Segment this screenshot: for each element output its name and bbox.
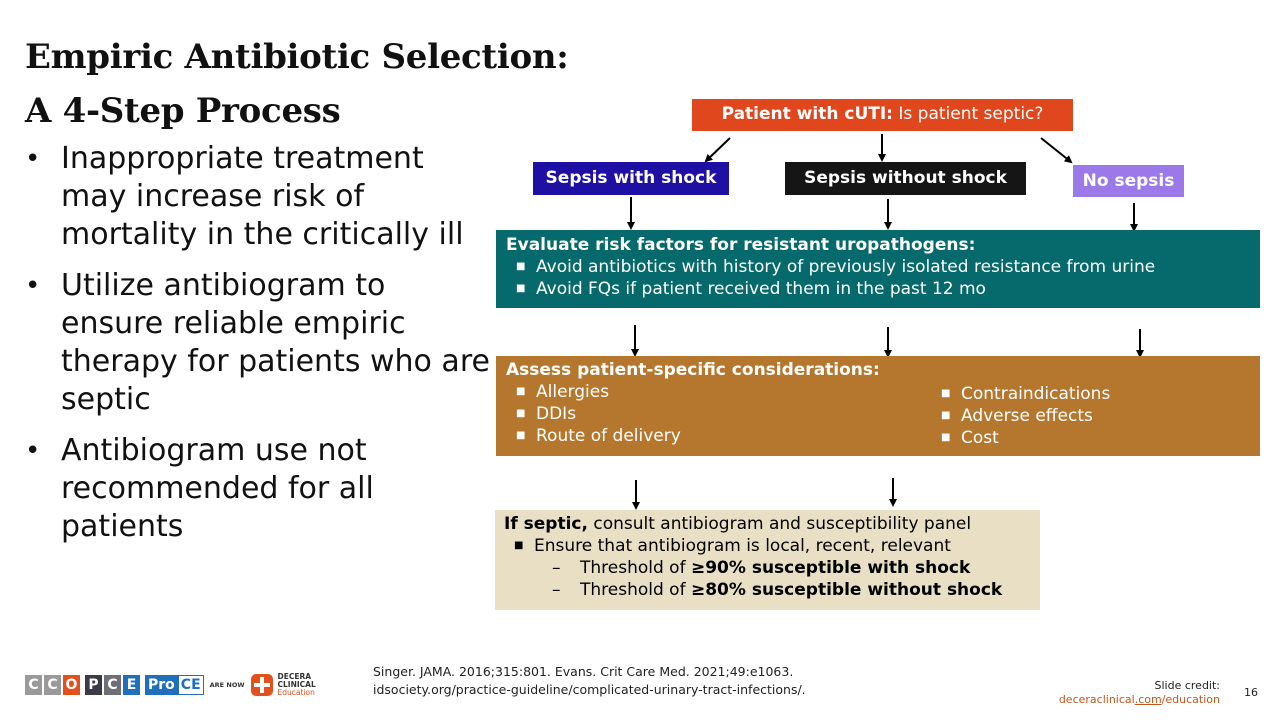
title-line-1: Empiric Antibiotic Selection: [25,37,569,77]
page-number: 16 [1244,686,1258,699]
decera-logo-icon [251,674,273,696]
cco-logo-c: C [25,675,42,695]
dash-icon: – [552,558,561,578]
arrow-to-shock [706,138,730,161]
arrow-to-no-sepsis [1041,138,1071,162]
square-bullet-icon: ■ [516,261,526,272]
square-bullet-icon: ■ [941,388,951,399]
septic-item: ■ Ensure that antibiogram is local, recent, relevant [504,535,1031,557]
assess-item: ■ Contraindications [931,383,1110,405]
square-bullet-icon: ■ [516,430,526,441]
decera-wordmark: DECERA CLINICAL Education [277,671,316,697]
square-bullet-icon: ■ [941,410,951,421]
cco-logo-c2: C [44,675,61,695]
bullet-dot-icon: • [25,436,41,466]
flow-box-sepsis-without-shock: Sepsis without shock [785,162,1026,195]
evaluate-item: ■ Avoid FQs if patient received them in the past 12 mo [506,278,1250,300]
bullet-item: • Utilize antibiogram to ensure reliable empiric therapy for patients who are septic [25,268,490,417]
flow-box-no-sepsis: No sepsis [1073,165,1184,197]
assess-column-2 [931,359,1110,449]
assess-item: ■ Adverse effects [931,405,1110,427]
square-bullet-icon: ■ [516,408,526,419]
references: Singer. JAMA. 2016;315:801. Evans. Crit Care Med. 2021;49:e1063. idsociety.org/practice-guideline/complicated-urinary-tract-infections/. [373,664,806,697]
flow-box-assess-considerations [496,356,1260,456]
assess-item: ■ DDIs [506,403,931,425]
flow-box-if-septic [495,510,1040,610]
cco-logo-o: O [63,675,80,695]
square-bullet-icon: ■ [514,540,524,551]
assess-item: ■ Route of delivery [506,425,931,447]
assess-item: ■ Allergies [506,381,931,403]
evaluate-item: ■ Avoid antibiotics with history of previously isolated resistance from urine [506,256,1250,278]
logo-strip [25,671,316,697]
pce-logo-p: P [85,675,102,695]
bullet-dot-icon: • [25,271,41,301]
square-bullet-icon: ■ [516,283,526,294]
septic-heading: If septic, consult antibiogram and susceptibility panel [504,514,972,534]
title-line-2: A 4-Step Process [25,91,341,131]
dash-icon: – [552,580,561,600]
proce-logo-pro: Pro [145,675,178,695]
evaluate-heading: Evaluate risk factors for resistant uropathogens: [506,235,976,255]
septic-subitem: – Threshold of ≥90% susceptible with shock [552,558,971,578]
are-now-label: ARE NOW [209,680,245,689]
slide-credit: Slide credit: deceraclinical.com/education [1058,679,1220,706]
flow-box-evaluate-risk [496,230,1260,308]
pce-logo-c: C [104,675,121,695]
pce-logo-e: E [123,675,140,695]
assess-column-1 [506,381,931,449]
bullet-item: • Antibiogram use not recommended for all patients [25,433,374,544]
bullet-item: • Inappropriate treatment may increase risk of mortality in the critically ill [25,141,464,252]
septic-subitem: – Threshold of ≥80% susceptible without shock [552,580,1003,600]
assess-heading: Assess patient-specific considerations: [506,360,880,380]
assess-item: ■ Cost [931,427,1110,449]
credit-link[interactable]: deceraclinical.com/education [1058,693,1220,706]
square-bullet-icon: ■ [941,432,951,443]
flow-box-sepsis-with-shock: Sepsis with shock [533,162,729,195]
bullet-dot-icon: • [25,144,41,174]
proce-logo-ce: CE [178,675,204,695]
flow-box-patient-septic: Patient with cUTI: Is patient septic? [692,99,1073,131]
square-bullet-icon: ■ [516,386,526,397]
